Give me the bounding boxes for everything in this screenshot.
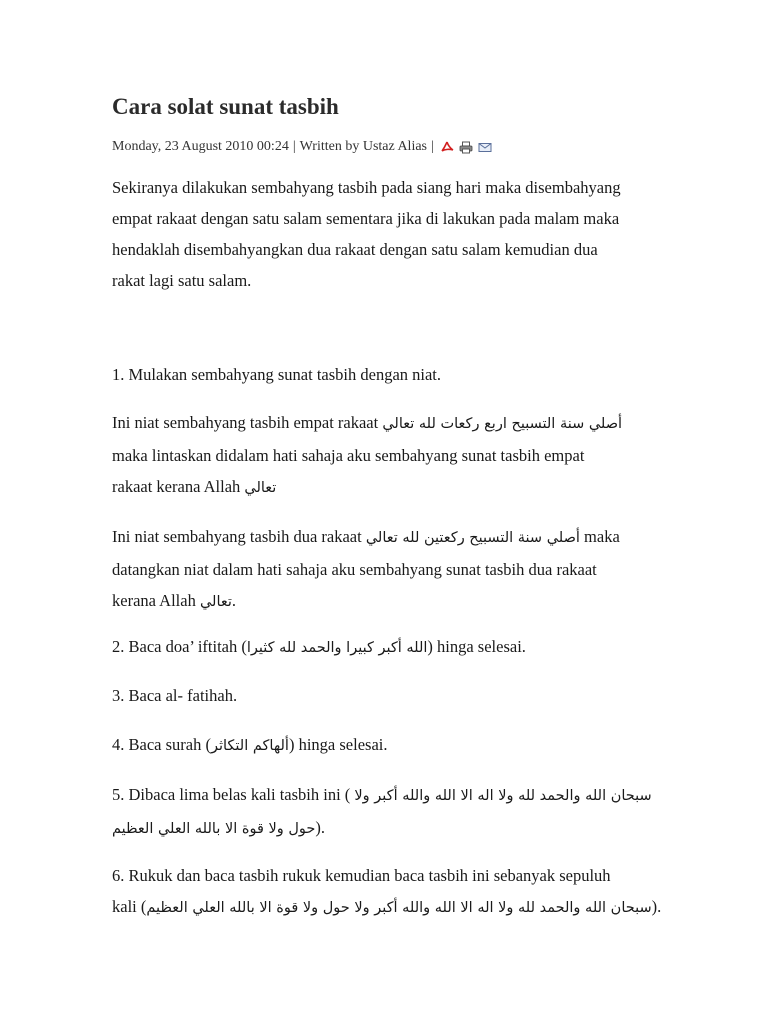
arabic-text: الله أكبر كبيرا والحمد لله كثيرا bbox=[246, 640, 428, 656]
meta-separator: | bbox=[431, 139, 434, 154]
arabic-text: سبحان الله والحمد لله ولا اله الا الله والله أكبر ولا حول ولا قوة الا بالله العلي العظيم bbox=[146, 900, 652, 916]
arabic-text: سبحان الله والحمد لله ولا اله الا الله والله أكبر ولا bbox=[354, 788, 652, 804]
niat-line bbox=[112, 521, 652, 554]
niat-prefix: Ini niat sembahyang tasbih empat rakaat bbox=[112, 413, 383, 432]
arabic-text: أصلي سنة التسبيح اربع ركعات لله تعالي bbox=[382, 416, 623, 432]
niat-prefix: kerana Allah bbox=[112, 591, 200, 610]
pdf-icon[interactable] bbox=[440, 141, 454, 154]
step-2-suffix: ) hinga selesai. bbox=[427, 637, 526, 656]
article-author: Written by Ustaz Alias bbox=[299, 139, 427, 154]
intro-paragraph bbox=[112, 172, 652, 296]
step-6 bbox=[112, 860, 662, 924]
print-icon[interactable] bbox=[459, 141, 473, 154]
step-6-prefix: kali ( bbox=[112, 897, 147, 916]
niat-line: maka lintaskan didalam hati sahaja aku sembahyang sunat tasbih empat bbox=[112, 446, 585, 465]
intro-line: rakat lagi satu salam. bbox=[112, 271, 252, 290]
step-4-prefix: 4. Baca surah ( bbox=[112, 735, 211, 754]
meta-separator: | bbox=[292, 139, 296, 154]
niat-prefix: Ini niat sembahyang tasbih dua rakaat bbox=[112, 527, 366, 546]
step-6-suffix: ). bbox=[651, 897, 662, 916]
step-2 bbox=[112, 631, 652, 664]
step-5-suffix: ). bbox=[315, 818, 325, 837]
intro-line: Sekiranya dilakukan sembahyang tasbih pada siang hari maka disembahyang bbox=[112, 178, 621, 197]
niat-line bbox=[112, 585, 652, 618]
step-6-text: 6. Rukuk dan baca tasbih rukuk kemudian baca tasbih ini sebanyak sepuluh bbox=[112, 866, 611, 885]
step-3 bbox=[112, 680, 652, 711]
step-5 bbox=[112, 779, 652, 845]
article-date: Monday, 23 August 2010 00:24 bbox=[112, 139, 289, 154]
intro-line: empat rakaat dengan satu salam sementara jika di lakukan pada malam maka bbox=[112, 209, 620, 228]
step-3-text: 3. Baca al- fatihah. bbox=[112, 686, 238, 705]
intro-line: hendaklah disembahyangkan dua rakaat dengan satu salam kemudian dua bbox=[112, 240, 598, 259]
email-icon[interactable] bbox=[478, 141, 492, 154]
arabic-text: حول ولا قوة الا بالله العلي العظيم bbox=[112, 821, 316, 837]
niat-line bbox=[112, 407, 652, 440]
article-meta bbox=[112, 139, 492, 155]
arabic-text: تعالي bbox=[199, 594, 232, 610]
step-1 bbox=[112, 359, 652, 390]
niat-prefix: rakaat kerana Allah bbox=[112, 477, 245, 496]
step-2-prefix: 2. Baca doa’ iftitah ( bbox=[112, 637, 247, 656]
niat-line: datangkan niat dalam hati sahaja aku sembahyang sunat tasbih dua rakaat bbox=[112, 560, 597, 579]
step-1-text: 1. Mulakan sembahyang sunat tasbih dengan niat. bbox=[112, 365, 442, 384]
step-5-prefix: 5. Dibaca lima belas kali tasbih ini ( bbox=[112, 785, 355, 804]
niat-empat-rakaat bbox=[112, 407, 652, 504]
page-title: Cara solat sunat tasbih bbox=[112, 94, 339, 119]
niat-line bbox=[112, 471, 652, 504]
step-4 bbox=[112, 729, 652, 762]
arabic-text: ألهاكم التكاثر bbox=[210, 738, 289, 754]
niat-dua-rakaat bbox=[112, 521, 652, 618]
niat-suffix: maka bbox=[579, 527, 620, 546]
arabic-text: أصلي سنة التسبيح ركعتين لله تعالي bbox=[365, 530, 580, 546]
step-4-suffix: ) hinga selesai. bbox=[288, 735, 388, 754]
arabic-text: تعالي bbox=[244, 480, 277, 496]
niat-suffix: . bbox=[231, 591, 237, 610]
